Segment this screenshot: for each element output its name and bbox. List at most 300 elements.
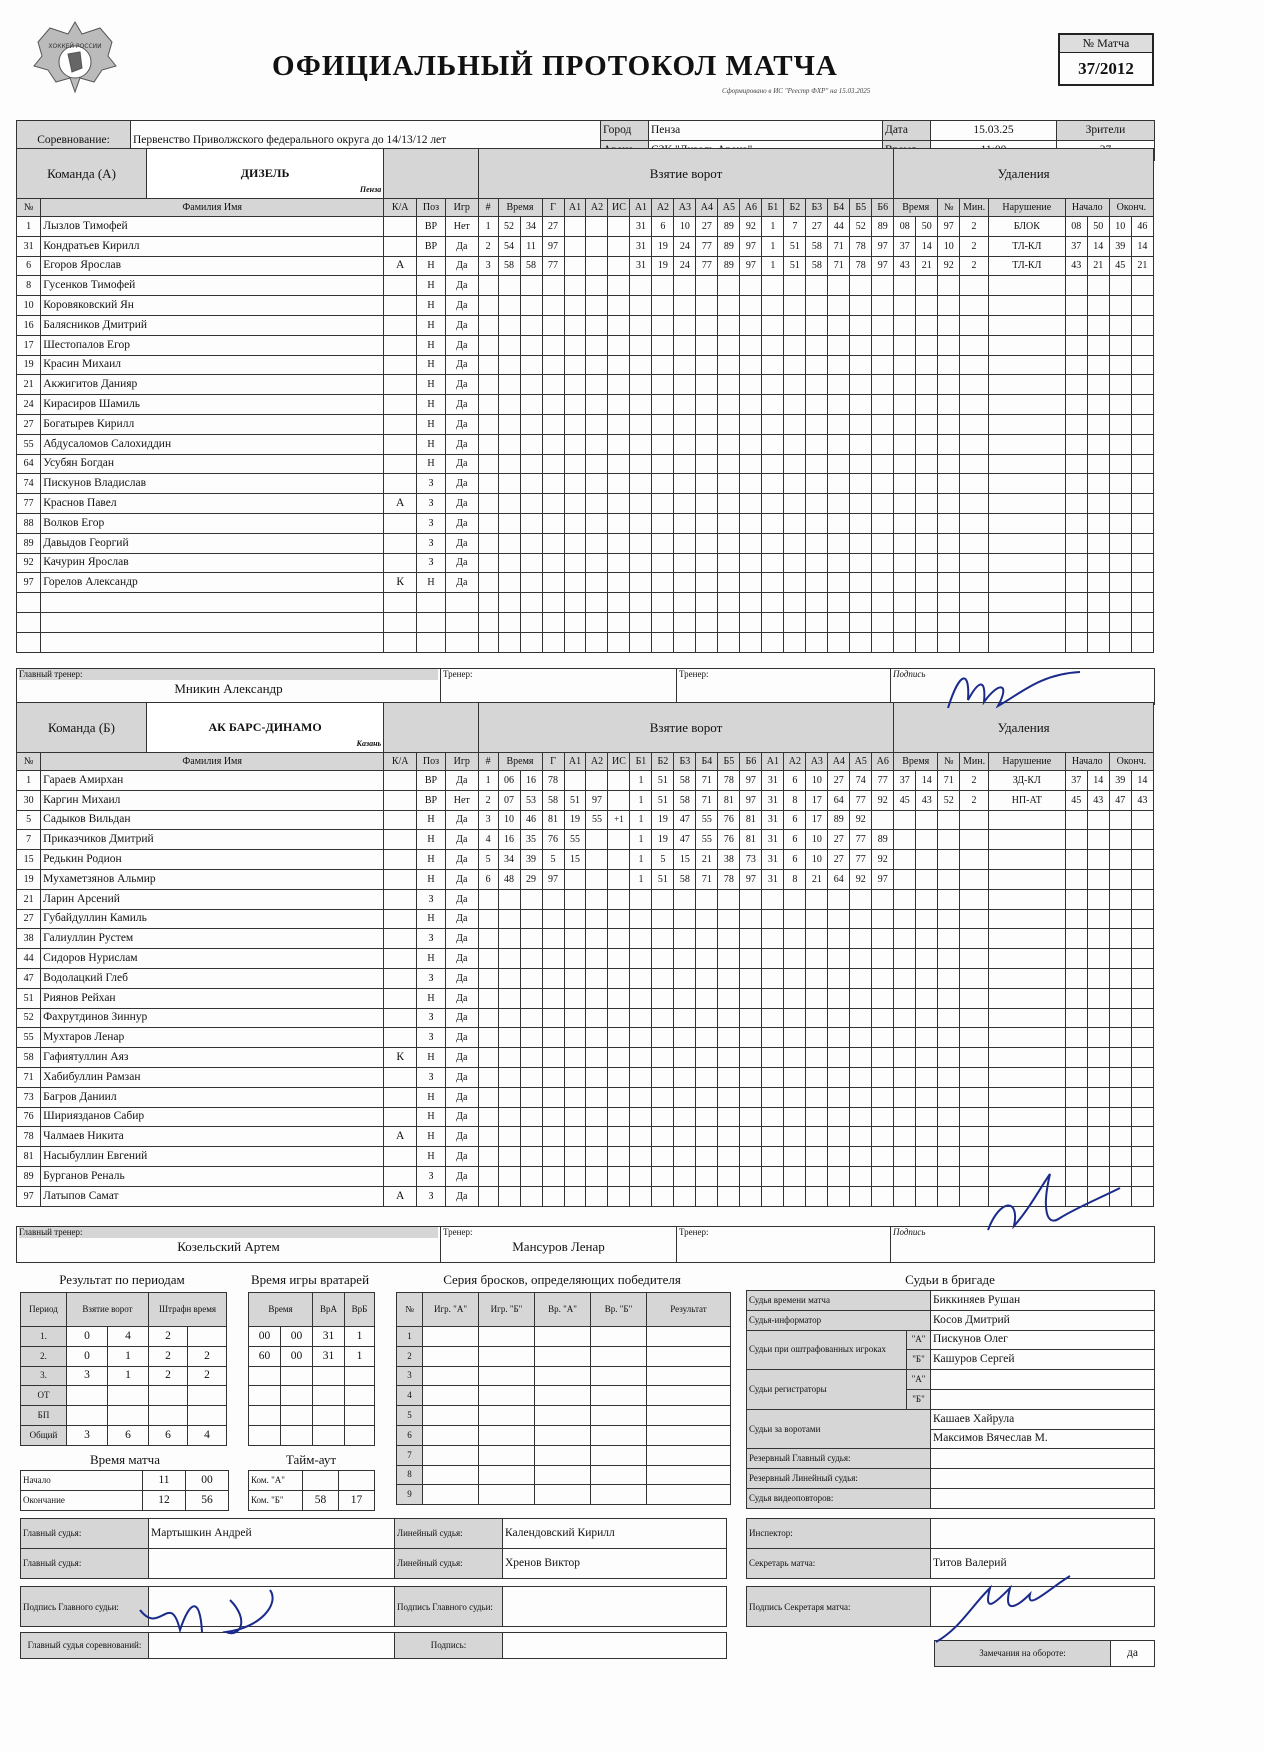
team_a-player-row: [17, 276, 1154, 296]
team_b-h-name: [41, 753, 384, 771]
penalty-cell-2: [938, 1147, 960, 1167]
goal-cell-7: [630, 949, 652, 969]
gk-cell-3: 1: [345, 1327, 375, 1347]
penalty-cell-6: 21: [1087, 256, 1109, 276]
goal-cell-0: [478, 296, 498, 316]
goal-cell-15: [806, 1008, 828, 1028]
player-number: 74: [17, 474, 41, 494]
period-cell-2: 6: [108, 1425, 149, 1445]
gk-row: [249, 1386, 375, 1406]
shootout-row: [397, 1445, 731, 1465]
penalty-cell-1: [916, 909, 938, 929]
penalty-cell-3: [960, 296, 989, 316]
player-pos: Н: [417, 988, 446, 1008]
player-number: 30: [17, 790, 41, 810]
goal-cell-7: [630, 553, 652, 573]
penalty-cell-2: 52: [938, 790, 960, 810]
goal-cell-17: 52: [850, 217, 872, 237]
player-number: 92: [17, 553, 41, 573]
team_b-title-spacer: [384, 703, 479, 753]
goal-cell-17: [850, 1147, 872, 1167]
goal-cell-6: [608, 217, 630, 237]
player-pos: Н: [417, 434, 446, 454]
goal-cell-14: [784, 474, 806, 494]
team_b-coach-cell: [441, 1227, 677, 1263]
goal-cell-12: [740, 1127, 762, 1147]
player-number: 88: [17, 513, 41, 533]
player-number: 8: [17, 276, 41, 296]
goal-cell-14: [784, 1166, 806, 1186]
period-row: [21, 1327, 227, 1347]
player-name: Краснов Павел: [41, 494, 384, 514]
player-ka: [384, 850, 417, 870]
ref-penalty-label: Судьи при оштрафованных игроках: [747, 1330, 907, 1370]
goal-cell-10: [696, 494, 718, 514]
goal-cell-2: [520, 414, 542, 434]
ref-penalty-a-tag: "А": [907, 1330, 931, 1350]
goal-cell-11: [718, 553, 740, 573]
gk-cell-0: 60: [249, 1346, 281, 1366]
goal-cell-15: [806, 494, 828, 514]
goal-cell-13: [762, 1087, 784, 1107]
shootout-row: [397, 1425, 731, 1445]
goal-cell-17: [850, 573, 872, 593]
penalty-cell-0: [894, 296, 916, 316]
goal-cell-4: [564, 1048, 586, 1068]
goal-cell-1: [498, 434, 520, 454]
goal-cell-17: [850, 375, 872, 395]
shootout-cell-2: [535, 1346, 591, 1366]
goal-cell-1: [498, 929, 520, 949]
team_b-player-row: [17, 988, 1154, 1008]
goal-cell-0: [478, 335, 498, 355]
penalty-cell-1: [916, 949, 938, 969]
player-pos: Н: [417, 1127, 446, 1147]
player-pos: З: [417, 968, 446, 988]
goal-cell-15: [806, 632, 828, 652]
goal-cell-3: [542, 573, 564, 593]
team_b-player-row: [17, 909, 1154, 929]
goal-cell-3: [542, 434, 564, 454]
player-name: Шестопалов Егор: [41, 335, 384, 355]
goal-cell-3: [542, 1067, 564, 1087]
goal-cell-15: [806, 1147, 828, 1167]
shootout-cell-0: [423, 1445, 479, 1465]
goal-cell-12: [740, 949, 762, 969]
penalty-cell-0: [894, 1107, 916, 1127]
goal-cell-17: [850, 513, 872, 533]
player-ka: [384, 553, 417, 573]
goal-cell-14: 8: [784, 869, 806, 889]
secretary: Титов Валерий: [931, 1549, 1155, 1579]
gk-row: [249, 1346, 375, 1366]
penalty-cell-5: 43: [1065, 256, 1087, 276]
penalty-cell-1: 21: [916, 256, 938, 276]
goal-cell-3: [542, 553, 564, 573]
goal-cell-6: [608, 276, 630, 296]
goal-cell-12: [740, 276, 762, 296]
player-number: 17: [17, 335, 41, 355]
penalty-cell-5: [1065, 1008, 1087, 1028]
goal-cell-14: 7: [784, 217, 806, 237]
player-number: 44: [17, 949, 41, 969]
goal-cell-5: 55: [586, 810, 608, 830]
gk-cell-1: 00: [281, 1327, 313, 1347]
team_a-player-row: [17, 573, 1154, 593]
goal-cell-9: [674, 474, 696, 494]
player-igr: Да: [445, 1048, 478, 1068]
penalty-cell-6: 50: [1087, 217, 1109, 237]
player-number: 27: [17, 414, 41, 434]
coach-a-signature-icon: [940, 660, 1090, 720]
penalty-cell-7: [1109, 434, 1131, 454]
goal-cell-3: [542, 296, 564, 316]
penalty-cell-2: [938, 968, 960, 988]
goal-cell-9: 47: [674, 830, 696, 850]
team_a-title-cell: [17, 149, 384, 199]
penalty-cell-8: [1131, 869, 1153, 889]
penalty-cell-8: [1131, 1107, 1153, 1127]
goal-cell-7: [630, 474, 652, 494]
goal-cell-2: [520, 949, 542, 969]
goal-cell-14: [784, 1186, 806, 1206]
gk-cell-3: [345, 1406, 375, 1426]
match-number-box: [1058, 33, 1154, 86]
player-ka: [384, 1008, 417, 1028]
goal-cell-2: [520, 1166, 542, 1186]
penalty-cell-2: [938, 533, 960, 553]
goal-cell-5: [586, 236, 608, 256]
goal-cell-7: [630, 414, 652, 434]
goal-cell-7: 31: [630, 256, 652, 276]
penalty-cell-0: [894, 968, 916, 988]
goal-cell-10: [696, 573, 718, 593]
player-name: [41, 612, 384, 632]
penalty-cell-5: [1065, 889, 1087, 909]
goal-cell-4: [564, 1107, 586, 1127]
goal-cell-3: [542, 454, 564, 474]
goal-cell-13: [762, 988, 784, 1008]
goal-cell-1: 06: [498, 771, 520, 791]
goal-cell-6: [608, 1127, 630, 1147]
penalty-cell-2: 92: [938, 256, 960, 276]
team_a-player-row: [17, 395, 1154, 415]
penalty-cell-1: [916, 474, 938, 494]
goal-cell-12: [740, 573, 762, 593]
team_b-goals-title: Взятие ворот: [478, 703, 894, 753]
goal-cell-18: [872, 632, 894, 652]
goal-cell-6: [608, 968, 630, 988]
period-cell-1: 3: [67, 1366, 108, 1386]
team_b-h-a1: А1: [564, 753, 586, 771]
goal-cell-7: [630, 632, 652, 652]
shootout-h-2: Игр. "Б": [479, 1293, 535, 1327]
gk-cell-3: [345, 1366, 375, 1386]
goal-cell-11: [718, 494, 740, 514]
goal-cell-13: [762, 968, 784, 988]
secretary-signature-icon: [930, 1568, 1080, 1648]
shootout-h-4: Вр. "Б": [591, 1293, 647, 1327]
goal-cell-5: [586, 830, 608, 850]
team_a-player-row: [17, 315, 1154, 335]
goal-cell-15: 58: [806, 256, 828, 276]
shootout-cell-2: [535, 1425, 591, 1445]
penalty-cell-3: [960, 810, 989, 830]
goal-cell-18: [872, 1028, 894, 1048]
penalty-cell-2: 10: [938, 236, 960, 256]
goal-cell-2: [520, 988, 542, 1008]
shootout-row: [397, 1346, 731, 1366]
goal-cell-7: [630, 1127, 652, 1147]
penalty-cell-1: [916, 1186, 938, 1206]
gk-b-header: ВрБ: [345, 1293, 375, 1327]
penalty-cell-1: [916, 315, 938, 335]
ref-goal-2: Максимов Вячеслав М.: [931, 1429, 1155, 1449]
goal-cell-13: 1: [762, 236, 784, 256]
penalty-cell-0: [894, 533, 916, 553]
penalty-cell-6: [1087, 1028, 1109, 1048]
penalty-cell-6: 14: [1087, 236, 1109, 256]
penalty-cell-5: [1065, 632, 1087, 652]
goal-cell-16: [828, 968, 850, 988]
goal-cell-11: [718, 593, 740, 613]
penalty-cell-4: ЗД-КЛ: [988, 771, 1065, 791]
goal-cell-18: 97: [872, 236, 894, 256]
goal-cell-11: [718, 1087, 740, 1107]
team_a-h-a2: А2: [586, 199, 608, 217]
goal-cell-10: [696, 434, 718, 454]
team_a-h-onice-0: А1: [630, 199, 652, 217]
penalty-cell-4: [988, 474, 1065, 494]
goal-cell-16: [828, 909, 850, 929]
goal-cell-18: [872, 553, 894, 573]
goal-cell-14: 51: [784, 256, 806, 276]
goal-cell-1: [498, 1147, 520, 1167]
penalty-cell-6: 14: [1087, 771, 1109, 791]
goal-cell-14: [784, 1127, 806, 1147]
penalty-cell-6: [1087, 533, 1109, 553]
goal-cell-7: [630, 968, 652, 988]
penalty-cell-3: [960, 375, 989, 395]
player-number: 55: [17, 434, 41, 454]
goal-cell-8: [652, 1048, 674, 1068]
penalty-cell-4: [988, 414, 1065, 434]
gk-cell-0: [249, 1406, 281, 1426]
player-igr: Да: [445, 355, 478, 375]
goal-cell-16: [828, 454, 850, 474]
team_b-h-no: №: [17, 753, 41, 771]
goal-cell-17: [850, 968, 872, 988]
ref-goal-1: Кашаев Хайрула: [931, 1409, 1155, 1429]
goal-cell-15: [806, 335, 828, 355]
goal-cell-18: 89: [872, 830, 894, 850]
goal-cell-0: [478, 889, 498, 909]
goal-cell-5: [586, 375, 608, 395]
penalty-cell-7: [1109, 850, 1131, 870]
team_a-h-ptime: Время: [894, 199, 938, 217]
goal-cell-13: [762, 335, 784, 355]
goal-cell-17: [850, 1186, 872, 1206]
goal-cell-18: 97: [872, 869, 894, 889]
goal-cell-10: [696, 335, 718, 355]
goal-cell-7: [630, 1008, 652, 1028]
goal-cell-2: 39: [520, 850, 542, 870]
goal-cell-16: [828, 1107, 850, 1127]
penalty-cell-8: [1131, 1087, 1153, 1107]
penalty-cell-2: [938, 949, 960, 969]
shootout-no: 5: [397, 1406, 423, 1426]
team_b-coach: Мансуров Ленар: [512, 1239, 605, 1254]
player-pos: Н: [417, 1087, 446, 1107]
goal-cell-1: [498, 1028, 520, 1048]
goal-cell-9: [674, 1048, 696, 1068]
goal-cell-1: [498, 1087, 520, 1107]
shootout-cell-4: [647, 1366, 731, 1386]
goal-cell-17: [850, 1127, 872, 1147]
penalty-cell-4: [988, 612, 1065, 632]
goal-cell-10: [696, 296, 718, 316]
player-name: Латыпов Самат: [41, 1186, 384, 1206]
goal-cell-17: [850, 355, 872, 375]
goal-cell-6: [608, 335, 630, 355]
penalty-cell-0: 37: [894, 236, 916, 256]
player-igr: Да: [445, 810, 478, 830]
goal-cell-17: 77: [850, 790, 872, 810]
goal-cell-8: [652, 533, 674, 553]
period-row: [21, 1346, 227, 1366]
penalty-cell-7: [1109, 335, 1131, 355]
gk-row: [249, 1327, 375, 1347]
player-ka: [384, 1087, 417, 1107]
period-cell-0: БП: [21, 1406, 67, 1426]
team_a-h-onice-3: А4: [696, 199, 718, 217]
goal-cell-18: [872, 1147, 894, 1167]
goal-cell-9: [674, 632, 696, 652]
penalty-cell-1: [916, 830, 938, 850]
goal-cell-10: [696, 949, 718, 969]
penalty-cell-6: [1087, 1087, 1109, 1107]
player-ka: [384, 1166, 417, 1186]
goal-cell-16: [828, 1166, 850, 1186]
shootout-cell-4: [647, 1445, 731, 1465]
player-igr: Да: [445, 1107, 478, 1127]
player-ka: [384, 988, 417, 1008]
penalty-cell-8: [1131, 1147, 1153, 1167]
penalty-cell-2: [938, 434, 960, 454]
goal-cell-16: [828, 276, 850, 296]
team_b-h-ptime: Время: [894, 753, 938, 771]
goal-cell-2: [520, 1186, 542, 1206]
goal-cell-12: [740, 375, 762, 395]
goal-cell-7: [630, 889, 652, 909]
goal-cell-0: [478, 929, 498, 949]
goal-cell-10: [696, 593, 718, 613]
team_a-head-coach-cell: [17, 669, 441, 705]
goal-cell-5: [586, 929, 608, 949]
penalty-cell-6: 43: [1087, 790, 1109, 810]
penalty-cell-0: 37: [894, 771, 916, 791]
goal-cell-6: [608, 949, 630, 969]
player-igr: Да: [445, 296, 478, 316]
goal-cell-15: [806, 355, 828, 375]
player-pos: Н: [417, 315, 446, 335]
goal-cell-10: 55: [696, 810, 718, 830]
ref-video-label: Судья видеоповторов:: [747, 1488, 931, 1508]
penalty-cell-0: [894, 929, 916, 949]
period-cell-1: 3: [67, 1425, 108, 1445]
goal-cell-18: [872, 1186, 894, 1206]
player-pos: Н: [417, 1048, 446, 1068]
ref-penalty-b: Кашуров Сергей: [931, 1350, 1155, 1370]
team_a-player-row: [17, 296, 1154, 316]
team_a-h-opp-3: Б4: [828, 199, 850, 217]
timeout-b-sec: 17: [339, 1490, 375, 1510]
goal-cell-1: [498, 593, 520, 613]
ref-res-line-label: Резервный Линейный судья:: [747, 1469, 931, 1489]
goal-cell-4: 19: [564, 810, 586, 830]
shootout-no: 7: [397, 1445, 423, 1465]
team_b-h-g: Г: [542, 753, 564, 771]
player-number: 27: [17, 909, 41, 929]
penalty-cell-3: 2: [960, 217, 989, 237]
penalty-cell-3: [960, 553, 989, 573]
goal-cell-9: [674, 1028, 696, 1048]
goal-cell-6: [608, 355, 630, 375]
goal-cell-12: 97: [740, 256, 762, 276]
goal-cell-4: [564, 968, 586, 988]
goal-cell-12: [740, 632, 762, 652]
penalty-cell-1: [916, 276, 938, 296]
goal-cell-17: 78: [850, 256, 872, 276]
ref-res-main: [931, 1449, 1155, 1469]
team_a-h-onice-5: А6: [740, 199, 762, 217]
team_a-city: Пенза: [359, 185, 382, 194]
goal-cell-4: [564, 869, 586, 889]
goal-cell-3: [542, 335, 564, 355]
shootout-cell-2: [535, 1386, 591, 1406]
penalty-cell-0: [894, 1087, 916, 1107]
team_a-coach-label: Тренер:: [443, 669, 473, 679]
goal-cell-11: [718, 315, 740, 335]
goal-cell-18: [872, 276, 894, 296]
goal-cell-18: [872, 1107, 894, 1127]
penalty-cell-0: [894, 414, 916, 434]
goal-cell-13: 1: [762, 256, 784, 276]
goal-cell-11: [718, 988, 740, 1008]
goal-cell-7: [630, 1186, 652, 1206]
goal-cell-2: [520, 355, 542, 375]
penalty-cell-1: [916, 296, 938, 316]
goal-cell-15: 58: [806, 236, 828, 256]
penalty-cell-3: [960, 573, 989, 593]
goal-cell-7: [630, 355, 652, 375]
player-ka: [384, 217, 417, 237]
ref-registrar-label: Судьи регистраторы: [747, 1370, 907, 1410]
goal-cell-18: 92: [872, 850, 894, 870]
goal-cell-3: [542, 1186, 564, 1206]
player-number: 97: [17, 573, 41, 593]
player-igr: Да: [445, 375, 478, 395]
penalty-cell-4: [988, 1067, 1065, 1087]
goal-cell-7: [630, 513, 652, 533]
goal-cell-12: [740, 434, 762, 454]
team_b-h-opp-2: А3: [806, 753, 828, 771]
officials-spacer: [21, 1579, 727, 1587]
goal-cell-12: 81: [740, 810, 762, 830]
goal-cell-7: [630, 296, 652, 316]
penalty-cell-3: [960, 909, 989, 929]
penalty-cell-1: [916, 612, 938, 632]
